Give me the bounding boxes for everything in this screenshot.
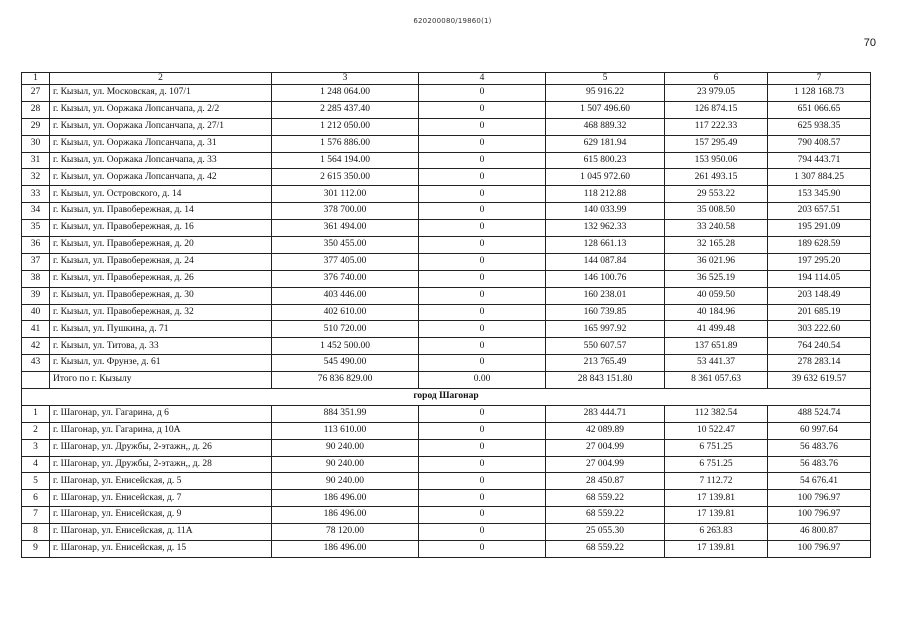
table-cell: 76 836 829.00 [272, 372, 419, 389]
table-row [22, 253, 871, 270]
table-cell: 160 739.85 [546, 304, 665, 321]
table-row [22, 101, 871, 118]
table-cell: 112 382.54 [665, 405, 768, 422]
column-header: 4 [419, 73, 546, 85]
table-row [22, 507, 871, 524]
table-cell: г. Шагонар, ул. Енисейская, д. 9 [50, 507, 272, 524]
table-body [22, 73, 871, 558]
table-cell: 146 100.76 [546, 270, 665, 287]
table-cell: 36 021.96 [665, 253, 768, 270]
table-cell: 201 685.19 [768, 304, 871, 321]
table-cell: 42 [22, 338, 50, 355]
table-cell: 203 148.49 [768, 287, 871, 304]
table-cell: 794 443.71 [768, 152, 871, 169]
table-cell: 9 [22, 541, 50, 558]
table-cell: 17 139.81 [665, 541, 768, 558]
table-cell: 46 800.87 [768, 524, 871, 541]
table-cell: 29 [22, 118, 50, 135]
table-cell: 31 [22, 152, 50, 169]
table-cell: 0 [419, 186, 546, 203]
table-cell: 195 291.09 [768, 220, 871, 237]
table-row [22, 338, 871, 355]
table-cell: 1 212 050.00 [272, 118, 419, 135]
table-cell: 651 066.65 [768, 101, 871, 118]
table-cell: г. Кызыл, ул. Правобережная, д. 24 [50, 253, 272, 270]
table-cell: 203 657.51 [768, 203, 871, 220]
table-cell: 90 240.00 [272, 456, 419, 473]
table-cell: 27 004.99 [546, 439, 665, 456]
table-cell: 1 576 886.00 [272, 135, 419, 152]
table-row [22, 270, 871, 287]
table-cell: 2 [22, 422, 50, 439]
table-cell: 213 765.49 [546, 355, 665, 372]
data-table [21, 72, 871, 558]
table-cell: 157 295.49 [665, 135, 768, 152]
table-row [22, 439, 871, 456]
table-cell: 6 [22, 490, 50, 507]
table-cell: 0 [419, 169, 546, 186]
table-cell: 38 [22, 270, 50, 287]
table-cell: г. Кызыл, ул. Правобережная, д. 32 [50, 304, 272, 321]
table-cell: 153 345.90 [768, 186, 871, 203]
table-cell: 0 [419, 490, 546, 507]
table-cell: 1 507 496.60 [546, 101, 665, 118]
table-cell: 510 720.00 [272, 321, 419, 338]
table-row [22, 456, 871, 473]
table-cell: 278 283.14 [768, 355, 871, 372]
table-cell: 17 139.81 [665, 490, 768, 507]
table-cell: г. Кызыл, ул. Островского, д. 14 [50, 186, 272, 203]
table-cell: 378 700.00 [272, 203, 419, 220]
table-row [22, 186, 871, 203]
table-cell: 197 295.20 [768, 253, 871, 270]
table-cell: 78 120.00 [272, 524, 419, 541]
table-cell: 28 450.87 [546, 473, 665, 490]
table-cell: 144 087.84 [546, 253, 665, 270]
table-cell: 30 [22, 135, 50, 152]
table-cell: 1 045 972.60 [546, 169, 665, 186]
table-cell: 468 889.32 [546, 118, 665, 135]
section-header-row [22, 389, 871, 406]
table-cell: 0 [419, 152, 546, 169]
table-cell: 37 [22, 253, 50, 270]
table-cell: г. Шагонар, ул. Енисейская, д. 15 [50, 541, 272, 558]
table-cell: 140 033.99 [546, 203, 665, 220]
table-cell: г. Кызыл, ул. Фрунзе, д. 61 [50, 355, 272, 372]
table-row [22, 135, 871, 152]
table-cell: 4 [22, 456, 50, 473]
table-cell: 68 559.22 [546, 490, 665, 507]
table-cell: 2 285 437.40 [272, 101, 419, 118]
table-cell: 194 114.05 [768, 270, 871, 287]
table-cell: 25 055.30 [546, 524, 665, 541]
table-cell: 629 181.94 [546, 135, 665, 152]
table-cell: 1 248 064.00 [272, 85, 419, 102]
table-cell: 615 800.23 [546, 152, 665, 169]
table-cell: 790 408.57 [768, 135, 871, 152]
table-cell: г. Кызыл, ул. Ооржака Лопсанчапа, д. 31 [50, 135, 272, 152]
table-cell: 1 564 194.00 [272, 152, 419, 169]
total-row [22, 372, 871, 389]
table-row [22, 321, 871, 338]
table-cell: 186 496.00 [272, 507, 419, 524]
table-cell: 0 [419, 304, 546, 321]
table-row [22, 524, 871, 541]
table-row [22, 220, 871, 237]
table-cell: 186 496.00 [272, 490, 419, 507]
table-cell: 5 [22, 473, 50, 490]
table-cell: 6 263.83 [665, 524, 768, 541]
table-cell: г. Шагонар, ул. Енисейская, д. 5 [50, 473, 272, 490]
table-cell: г. Шагонар, ул. Енисейская, д. 11А [50, 524, 272, 541]
table-cell: 1 [22, 405, 50, 422]
table-cell: г. Кызыл, ул. Правобережная, д. 20 [50, 237, 272, 254]
table-cell: 100 796.97 [768, 490, 871, 507]
table-cell: 132 962.33 [546, 220, 665, 237]
table-cell: 27 004.99 [546, 456, 665, 473]
table-cell: 56 483.76 [768, 456, 871, 473]
table-row [22, 355, 871, 372]
table-cell: 403 446.00 [272, 287, 419, 304]
table-cell: 6 751.25 [665, 439, 768, 456]
table-cell: 0.00 [419, 372, 546, 389]
table-cell: 361 494.00 [272, 220, 419, 237]
table-cell: 153 950.06 [665, 152, 768, 169]
table-cell: 56 483.76 [768, 439, 871, 456]
table-cell: 137 651.89 [665, 338, 768, 355]
table-cell: 7 112.72 [665, 473, 768, 490]
table-cell: 377 405.00 [272, 253, 419, 270]
table-cell: 160 238.01 [546, 287, 665, 304]
table-row [22, 405, 871, 422]
table-cell: 402 610.00 [272, 304, 419, 321]
column-header: 2 [50, 73, 272, 85]
column-header: 5 [546, 73, 665, 85]
table-cell: г. Шагонар, ул. Гагарина, д 6 [50, 405, 272, 422]
table-cell: 33 [22, 186, 50, 203]
table-cell: 32 165.28 [665, 237, 768, 254]
table-cell: 0 [419, 405, 546, 422]
table-row [22, 237, 871, 254]
table-cell: г. Кызыл, ул. Ооржака Лопсанчапа, д. 27/1 [50, 118, 272, 135]
table-cell: г. Кызыл, ул. Ооржака Лопсанчапа, д. 33 [50, 152, 272, 169]
table-cell: 545 490.00 [272, 355, 419, 372]
table-cell: г. Кызыл, ул. Ооржака Лопсанчапа, д. 42 [50, 169, 272, 186]
table-cell: 60 997.64 [768, 422, 871, 439]
table-cell: г. Кызыл, ул. Титова, д. 33 [50, 338, 272, 355]
table-cell: г. Кызыл, ул. Пушкина, д. 71 [50, 321, 272, 338]
table-cell: 68 559.22 [546, 507, 665, 524]
table-cell: 95 916.22 [546, 85, 665, 102]
table-cell: 28 843 151.80 [546, 372, 665, 389]
table-cell: 39 632 619.57 [768, 372, 871, 389]
table-cell: 0 [419, 541, 546, 558]
table-cell: 68 559.22 [546, 541, 665, 558]
table-cell: 43 [22, 355, 50, 372]
table-cell: 35 [22, 220, 50, 237]
table-cell: 0 [419, 135, 546, 152]
table-cell: г. Шагонар, ул. Енисейская, д. 7 [50, 490, 272, 507]
table-cell: 90 240.00 [272, 439, 419, 456]
table-cell: 113 610.00 [272, 422, 419, 439]
table-cell: 35 008.50 [665, 203, 768, 220]
column-header-row [22, 73, 871, 85]
table-cell: 27 [22, 85, 50, 102]
table-cell: 0 [419, 101, 546, 118]
table-cell: 39 [22, 287, 50, 304]
table-row [22, 169, 871, 186]
table-cell: Итого по г. Кызылу [50, 372, 272, 389]
page-number: 70 [863, 37, 876, 49]
table-cell: 488 524.74 [768, 405, 871, 422]
table-cell: 0 [419, 473, 546, 490]
table-cell: 189 628.59 [768, 237, 871, 254]
table-cell: 0 [419, 85, 546, 102]
table-cell: 128 661.13 [546, 237, 665, 254]
table-cell: 54 676.41 [768, 473, 871, 490]
table-cell: 41 499.48 [665, 321, 768, 338]
table-cell: 100 796.97 [768, 541, 871, 558]
table-cell: 7 [22, 507, 50, 524]
table-row [22, 304, 871, 321]
table-cell [22, 372, 50, 389]
table-row [22, 287, 871, 304]
table-cell: 0 [419, 220, 546, 237]
table-cell: 0 [419, 524, 546, 541]
table-cell: г. Кызыл, ул. Ооржака Лопсанчапа, д. 2/2 [50, 101, 272, 118]
table-row [22, 85, 871, 102]
table-cell: 550 607.57 [546, 338, 665, 355]
table-row [22, 118, 871, 135]
table-row [22, 203, 871, 220]
table-cell: 1 307 884.25 [768, 169, 871, 186]
document-id: 620200080/19860(1) [413, 17, 492, 25]
table-cell: г. Кызыл, ул. Правобережная, д. 26 [50, 270, 272, 287]
table-cell: 90 240.00 [272, 473, 419, 490]
table-cell: 283 444.71 [546, 405, 665, 422]
table-cell: 625 938.35 [768, 118, 871, 135]
table-cell: 117 222.33 [665, 118, 768, 135]
table-cell: 1 452 500.00 [272, 338, 419, 355]
table-cell: 350 455.00 [272, 237, 419, 254]
table-cell: г. Шагонар, ул. Дружбы, 2-этажн,, д. 26 [50, 439, 272, 456]
table-cell: г. Шагонар, ул. Гагарина, д 10А [50, 422, 272, 439]
table-cell: 764 240.54 [768, 338, 871, 355]
table-cell: 0 [419, 338, 546, 355]
table-cell: 36 525.19 [665, 270, 768, 287]
table-cell: 40 [22, 304, 50, 321]
table-cell: 0 [419, 203, 546, 220]
table-cell: 0 [419, 456, 546, 473]
table-cell: 32 [22, 169, 50, 186]
table-cell: 36 [22, 237, 50, 254]
table-cell: 34 [22, 203, 50, 220]
table-cell: 29 553.22 [665, 186, 768, 203]
table-row [22, 541, 871, 558]
table-cell: 10 522.47 [665, 422, 768, 439]
table-cell: 376 740.00 [272, 270, 419, 287]
column-header: 7 [768, 73, 871, 85]
column-header: 1 [22, 73, 50, 85]
table-cell: 0 [419, 287, 546, 304]
table-cell: г. Кызыл, ул. Московская, д. 107/1 [50, 85, 272, 102]
table-cell: 165 997.92 [546, 321, 665, 338]
table-cell: 53 441.37 [665, 355, 768, 372]
table-cell: г. Шагонар, ул. Дружбы, 2-этажн,, д. 28 [50, 456, 272, 473]
table-cell: 42 089.89 [546, 422, 665, 439]
table-cell: 40 184.96 [665, 304, 768, 321]
table-cell: 261 493.15 [665, 169, 768, 186]
table-cell: 303 222.60 [768, 321, 871, 338]
table-cell: 23 979.05 [665, 85, 768, 102]
table-cell: г. Кызыл, ул. Правобережная, д. 16 [50, 220, 272, 237]
table-cell: 0 [419, 355, 546, 372]
table-cell: г. Кызыл, ул. Правобережная, д. 30 [50, 287, 272, 304]
table-cell: 41 [22, 321, 50, 338]
table-cell: 118 212.88 [546, 186, 665, 203]
table-cell: г. Кызыл, ул. Правобережная, д. 14 [50, 203, 272, 220]
table-cell: 0 [419, 321, 546, 338]
table-cell: 6 751.25 [665, 456, 768, 473]
column-header: 3 [272, 73, 419, 85]
table-cell: 40 059.50 [665, 287, 768, 304]
table-cell: 0 [419, 253, 546, 270]
table-cell: 0 [419, 507, 546, 524]
table-cell: 126 874.15 [665, 101, 768, 118]
column-header: 6 [665, 73, 768, 85]
table-cell: 0 [419, 237, 546, 254]
table-row [22, 473, 871, 490]
table-cell: 884 351.99 [272, 405, 419, 422]
section-title: город Шагонар [22, 389, 871, 406]
table-cell: 8 [22, 524, 50, 541]
table-cell: 301 112.00 [272, 186, 419, 203]
table-cell: 1 128 168.73 [768, 85, 871, 102]
table-cell: 2 615 350.00 [272, 169, 419, 186]
table-cell: 8 361 057.63 [665, 372, 768, 389]
table-cell: 3 [22, 439, 50, 456]
table-cell: 0 [419, 118, 546, 135]
table-cell: 0 [419, 439, 546, 456]
table-cell: 100 796.97 [768, 507, 871, 524]
table-cell: 186 496.00 [272, 541, 419, 558]
table-cell: 17 139.81 [665, 507, 768, 524]
table-row [22, 490, 871, 507]
table-cell: 0 [419, 270, 546, 287]
table-cell: 33 240.58 [665, 220, 768, 237]
table-row [22, 422, 871, 439]
table-cell: 28 [22, 101, 50, 118]
table-cell: 0 [419, 422, 546, 439]
table-row [22, 152, 871, 169]
